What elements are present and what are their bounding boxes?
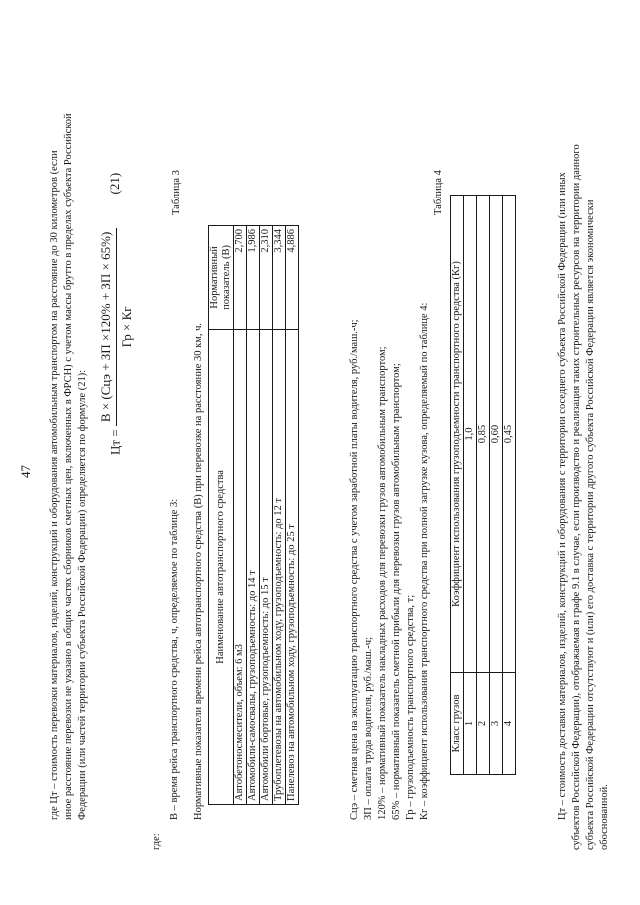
table3-header-row [209, 226, 234, 805]
page-number: 47 [18, 465, 33, 478]
table4-label: Таблица 4 [433, 170, 444, 215]
table4 [450, 195, 516, 775]
closing-line-1: Цт – стоимость доставки материалов, изделий, конструкций и оборудования с территории соседнего субъекта Российской Федерации (или иных [557, 172, 568, 820]
definition-zp: ЗП – оплата труда водителя, руб./маш.-ч; [363, 637, 374, 820]
intro-line-3: Федерации (или частей территории субъекта Российской Федерации) определяется по формуле (21): [77, 369, 88, 820]
table3 [208, 225, 299, 805]
table3-cell-value: 3,344 [273, 226, 286, 330]
table3-cell-value: 1,986 [247, 226, 260, 330]
table3-header-name: Наименование автотранспортного средства [209, 329, 234, 804]
definition-kg: Кг – коэффициент использования транспортного средства при полной загрузке кузова, определяемый по таблице 4: [419, 302, 430, 820]
formula-number: (21) [107, 172, 123, 195]
table4-cell-coef: 1,0 [464, 196, 477, 673]
formula-21 [98, 173, 135, 455]
table4-cell-class: 3 [490, 673, 503, 775]
intro-line-2: иное расстояние перевозки не указано в общих частях сборников сметных цен, включенных в ФРСН) с учетом массы брутто в пределах субъекта Российской [63, 113, 74, 820]
table-row [490, 196, 503, 775]
table-row [464, 196, 477, 775]
definition-gr: Гр – грузоподъемность транспортного средства, т; [405, 594, 416, 820]
table-row [234, 226, 247, 805]
table3-cell-name: Панелевоз на автомобильном ходу, грузоподъемность: до 25 т [286, 329, 299, 804]
table-row [260, 226, 273, 805]
formula-denominator: Гр × Кг [119, 306, 134, 348]
table-row [477, 196, 490, 775]
where-label: где: [151, 833, 162, 850]
table4-cell-class: 4 [503, 673, 516, 775]
table3-header-value: Нормативный показатель (В) [209, 226, 234, 330]
definition-120: 120% – нормативный показатель накладных расходов для перевозки грузов автомобильным транспортом; [377, 346, 388, 820]
table4-header-coef: Коэффициент использования грузоподъемности транспортного средства (Кг) [451, 196, 464, 673]
closing-line-3: субъекта Российской Федерации отсутствуют и (или) его доставка с территории другого субъекта Российской Федерации является экономически [585, 199, 596, 850]
table3-cell-value: 2,700 [234, 226, 247, 330]
closing-line-2: субъектов Российской Федерации), отображаемая в графе 9.1 в случае, если производство и реализация таких строительных ресурсов на территории данного [571, 144, 582, 850]
table3-caption: Нормативные показатели времени рейса автотранспортного средства (В) при перевозке на расстояние 30 км, ч. [193, 322, 204, 820]
definition-65: 65% – нормативный показатель сметной прибыли для перевозки грузов автомобильным транспортом; [391, 363, 402, 820]
table4-header-class: Класс грузов [451, 673, 464, 775]
table-row [273, 226, 286, 805]
intro-line-1: где Цт – стоимость перевозки материалов, изделий, конструкций и оборудования автомобильным транспортом на расстояние до 30 километров (если [49, 150, 60, 820]
table4-cell-coef: 0,60 [490, 196, 503, 673]
table4-cell-class: 2 [477, 673, 490, 775]
table3-cell-name: Трубоплетевозы на автомобильном ходу, грузоподъемность: до 12 т [273, 329, 286, 804]
table-row [503, 196, 516, 775]
table3-label: Таблица 3 [171, 170, 182, 215]
formula-numerator: В × (Сцэ + ЗП ×120% + ЗП × 65%) [98, 228, 117, 426]
table4-cell-coef: 0,85 [477, 196, 490, 673]
table3-cell-name: Автомобили бортовые, грузоподъемность: до 15 т [260, 329, 273, 804]
b-definition: В – время рейса транспортного средства, ч, определяемое по таблице 3: [169, 498, 180, 820]
table4-cell-coef: 0,45 [503, 196, 516, 673]
table-row [286, 226, 299, 805]
table3-cell-value: 4,886 [286, 226, 299, 330]
table4-header-row [451, 196, 464, 775]
definition-ctse: Сцэ – сметная цена на эксплуатацию транспортного средства с учетом заработной платы водителя, руб./маш.-ч; [349, 319, 360, 820]
formula-fraction [98, 228, 135, 426]
table4-cell-class: 1 [464, 673, 477, 775]
table3-cell-name: Автомобили-самосвалы, грузоподъемность: до 14 т [247, 329, 260, 804]
closing-line-4: обоснованной. [599, 784, 610, 850]
formula-lhs: Цт = [107, 429, 123, 455]
table3-cell-name: Автобетоносмесители, объем: 6 м3 [234, 329, 247, 804]
table3-cell-value: 2,310 [260, 226, 273, 330]
table-row [247, 226, 260, 805]
